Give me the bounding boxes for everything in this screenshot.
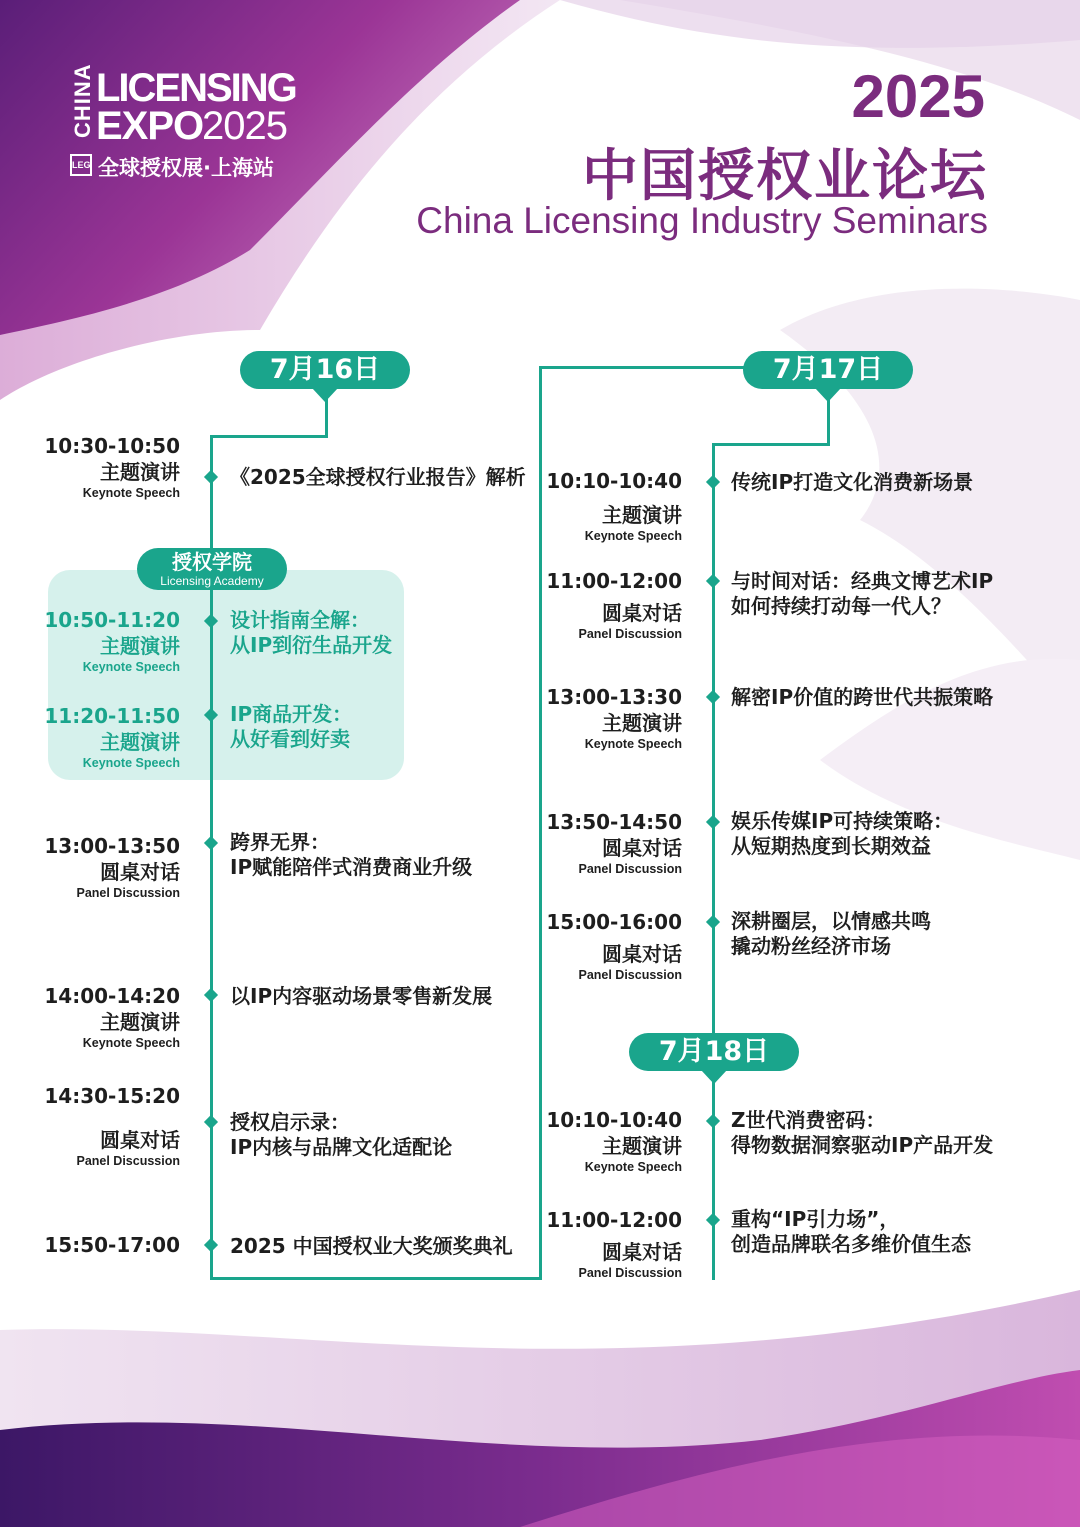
- session-time-slot: [546, 1107, 682, 1175]
- session-topic-line: 《2025全球授权行业报告》解析: [230, 465, 526, 489]
- timeline-rail: [210, 435, 328, 438]
- session-time-slot: [44, 1232, 180, 1258]
- session-type-en: Keynote Speech: [584, 737, 682, 751]
- session-type: 主题演讲: [602, 1134, 682, 1158]
- session-topic-line: 跨界无界：: [230, 830, 330, 854]
- session-topic-line: 以IP内容驱动场景零售新发展: [230, 984, 493, 1008]
- session-time-slot: [546, 468, 682, 544]
- session-time-slot: [44, 983, 180, 1051]
- session-time: 10:30-10:50: [44, 434, 180, 458]
- session-topic: [230, 830, 472, 880]
- session-time-slot: [546, 809, 682, 877]
- session-topic-line: IP赋能陪伴式消费商业升级: [230, 855, 473, 879]
- session-topic-line: 2025 中国授权业大奖颁奖典礼: [230, 1234, 513, 1258]
- session-type: 主题演讲: [100, 634, 180, 658]
- timeline-rail: [210, 1277, 542, 1280]
- timeline-rail: [539, 366, 745, 369]
- session-type-en: Panel Discussion: [578, 627, 682, 641]
- session-topic-line: 得物数据洞察驱动IP产品开发: [731, 1133, 994, 1157]
- timeline-rail: [827, 398, 830, 446]
- session-time: 10:10-10:40: [546, 1108, 682, 1132]
- session-topic: [731, 909, 931, 959]
- seminar-year: 2025: [851, 63, 985, 130]
- session-topic-line: 从好看到好卖: [230, 727, 350, 751]
- session-time-slot: [44, 1083, 180, 1169]
- session-time: 15:00-16:00: [546, 910, 682, 934]
- session-time-slot: [44, 833, 180, 901]
- session-topic-line: 设计指南全解：: [230, 608, 370, 632]
- logo-expo-text: EXPO: [96, 104, 204, 148]
- session-type: 主题演讲: [602, 711, 682, 735]
- session-type-en: Panel Discussion: [578, 862, 682, 876]
- session-time: 11:00-12:00: [546, 569, 682, 593]
- expo-logo: CHINA LICENSING EXPO 2025 LEG 全球授权展·上海站: [70, 63, 296, 180]
- session-topic-line: 娱乐传媒IP可持续策略：: [731, 809, 954, 833]
- session-type-en: Panel Discussion: [578, 968, 682, 982]
- date-pill-jul-18: 7月18日: [629, 1033, 799, 1071]
- session-type: 主题演讲: [602, 503, 682, 527]
- seminar-title-en: China Licensing Industry Seminars: [416, 200, 988, 241]
- session-time: 13:00-13:50: [44, 834, 180, 858]
- session-topic-line: 撬动粉丝经济市场: [731, 934, 891, 958]
- session-type-en: Panel Discussion: [76, 1154, 180, 1168]
- session-topic: [230, 1234, 513, 1259]
- academy-label-cn: 授权学院: [172, 550, 252, 574]
- session-type-en: Keynote Speech: [82, 486, 180, 500]
- session-topic: [731, 809, 953, 859]
- session-type-en: Panel Discussion: [76, 886, 180, 900]
- session-type-en: Keynote Speech: [584, 529, 682, 543]
- session-time: 11:20-11:50: [44, 704, 180, 728]
- leg-badge-icon: LEG: [70, 154, 92, 176]
- session-time: 15:50-17:00: [44, 1233, 180, 1257]
- session-topic: [230, 1110, 452, 1160]
- logo-subtitle: 全球授权展·上海站: [98, 156, 274, 180]
- session-topic-line: 传统IP打造文化消费新场景: [731, 470, 974, 494]
- session-time: 11:00-12:00: [546, 1208, 682, 1232]
- session-type: 圆桌对话: [100, 1128, 180, 1152]
- logo-year-text: 2025: [202, 104, 287, 148]
- session-time-slot: [44, 433, 180, 501]
- session-topic-line: 从短期热度到长期效益: [731, 834, 931, 858]
- session-topic-line: 解密IP价值的跨世代共振策略: [731, 685, 994, 709]
- session-topic-line: 重构“IP引力场”，: [731, 1207, 900, 1231]
- session-time-slot: [44, 703, 180, 771]
- session-type: 主题演讲: [100, 460, 180, 484]
- timeline-rail: [325, 398, 328, 438]
- session-topic: [731, 470, 973, 495]
- session-time: 14:30-15:20: [44, 1084, 180, 1108]
- session-topic: [731, 1108, 993, 1158]
- session-type-en: Keynote Speech: [584, 1160, 682, 1174]
- session-type-en: Keynote Speech: [82, 660, 180, 674]
- academy-label: [137, 548, 287, 590]
- session-time-slot: [546, 1207, 682, 1281]
- session-type: 圆桌对话: [602, 942, 682, 966]
- session-topic-line: IP内核与品牌文化适配论: [230, 1135, 453, 1159]
- session-topic-line: 如何持续打动每一代人？: [731, 594, 951, 618]
- session-topic: [230, 465, 526, 490]
- session-type: 圆桌对话: [100, 860, 180, 884]
- session-time: 13:50-14:50: [546, 810, 682, 834]
- session-type-en: Keynote Speech: [82, 756, 180, 770]
- session-time: 14:00-14:20: [44, 984, 180, 1008]
- session-topic: [230, 608, 392, 658]
- session-time-slot: [546, 684, 682, 752]
- timeline-rail: [539, 366, 542, 1280]
- session-topic-line: 授权启示录：: [230, 1110, 350, 1134]
- session-topic: [731, 569, 993, 619]
- session-type-en: Keynote Speech: [82, 1036, 180, 1050]
- session-type: 圆桌对话: [602, 1240, 682, 1264]
- session-topic: [731, 685, 993, 710]
- session-topic-line: Z世代消费密码：: [731, 1108, 886, 1132]
- timeline-rail: [712, 443, 715, 1280]
- session-time-slot: [546, 568, 682, 642]
- timeline-rail: [712, 443, 830, 446]
- session-topic-line: 从IP到衍生品开发: [230, 633, 393, 657]
- session-topic-line: 与时间对话：经典文博艺术IP: [731, 569, 994, 593]
- session-topic: [230, 702, 352, 752]
- session-type: 圆桌对话: [602, 601, 682, 625]
- session-time: 10:50-11:20: [44, 608, 180, 632]
- session-time-slot: [546, 909, 682, 983]
- session-topic-line: 深耕圈层，以情感共鸣: [731, 909, 931, 933]
- session-topic-line: IP商品开发：: [230, 702, 353, 726]
- session-time: 13:00-13:30: [546, 685, 682, 709]
- session-topic-line: 创造品牌联名多维价值生态: [731, 1232, 971, 1256]
- logo-licensing-text: LICENSING: [96, 66, 296, 110]
- session-time: 10:10-10:40: [546, 469, 682, 493]
- session-time-slot: [44, 607, 180, 675]
- session-topic: [230, 984, 492, 1009]
- date-pill-jul-17: 7月17日: [743, 351, 913, 389]
- session-type: 主题演讲: [100, 1010, 180, 1034]
- session-type-en: Panel Discussion: [578, 1266, 682, 1280]
- academy-label-en: Licensing Academy: [160, 574, 264, 588]
- session-topic: [731, 1207, 971, 1257]
- session-type: 主题演讲: [100, 730, 180, 754]
- seminar-title-cn: 中国授权业论坛: [582, 144, 988, 209]
- session-type: 圆桌对话: [602, 836, 682, 860]
- date-pill-jul-16: 7月16日: [240, 351, 410, 389]
